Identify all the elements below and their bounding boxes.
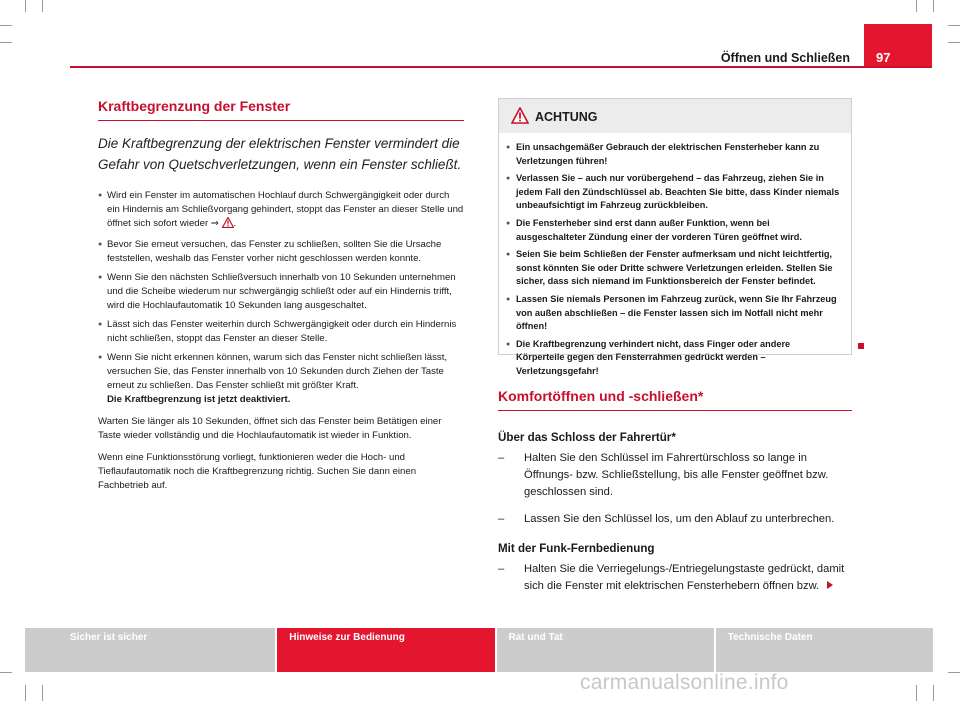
paragraph: Wenn eine Funktionsstörung vorliegt, funktionieren weder die Hoch- und Tieflaufautomatik noch die Kraftbegrenzung richtig. Suchen Sie dann einen Fachbetrieb auf. (98, 452, 417, 491)
footer-nav (25, 628, 933, 672)
warning-list (499, 133, 851, 379)
list-item: ● Lässt sich das Fenster weiterhin durch Schwergängigkeit oder durch ein Hindernis nicht schließen, stoppt das Fenster an dieser Stelle. (98, 318, 464, 346)
list-item: ● Wenn Sie den nächsten Schließversuch innerhalb von 10 Sekunden unternehmen und die Scheibe wiederum nur schwergängig schließt oder auf ein Hindernis trifft, wird die Hochlaufautomatik 10 Sekunden lang ausgeschaltet. (98, 271, 464, 313)
subheading: Über das Schloss der Fahrertür* (498, 431, 676, 444)
list-item: – Halten Sie den Schlüssel im Fahrertürschloss so lange in Öffnungs- bzw. Schließstellung, bis alle Fenster geöffnet bzw. geschlossen sind. (498, 450, 852, 501)
section-title: Komfortöffnen und -schließen* (498, 388, 852, 411)
crop-mark (916, 685, 917, 701)
footer-tab-bedienung[interactable]: Hinweise zur Bedienung (275, 628, 494, 672)
crop-mark (0, 42, 12, 43)
section-title: Kraftbegrenzung der Fenster (98, 98, 464, 121)
list-item: ● Bevor Sie erneut versuchen, das Fenster zu schließen, sollten Sie die Ursache feststellen, weshalb das Fenster vorher nicht geschlossen werden konnte. (98, 238, 464, 266)
watermark: carmanualsonline.info (580, 671, 789, 694)
list-item: ● Seien Sie beim Schließen der Fenster aufmerksam und nicht leichtfertig, sonst könnten Sie oder Dritte schwere Verletzungen erleiden. Stellen Sie sicher, dass sich niemand im Funktionsbereich der Fenster befindet. (506, 248, 841, 289)
warning-title: ACHTUNG (535, 110, 598, 124)
crop-mark (42, 685, 43, 701)
footer-tab-sicher[interactable]: Sicher ist sicher (25, 628, 275, 672)
warning-box (498, 98, 852, 376)
crop-mark (25, 685, 26, 701)
list-item: ● Verlassen Sie – auch nur vorübergehend – das Fahrzeug, ziehen Sie in jedem Fall den Zündschlüssel ab. Beachten Sie bitte, dass Kinder niemals unbeaufsichtigt im Fahrzeug zurückbleiben. (506, 172, 841, 213)
page-number: 97 (864, 24, 932, 68)
warning-header (499, 99, 851, 133)
dash-list (498, 450, 852, 528)
list-item: – Lassen Sie den Schlüssel los, um den Ablauf zu unterbrechen. (498, 511, 852, 528)
footer-tab-rat[interactable]: Rat und Tat (495, 628, 714, 672)
list-item: ● Die Fensterheber sind erst dann außer Funktion, wenn bei ausgeschalteter Zündung einer der vorderen Türen geöffnet wird. (506, 217, 841, 244)
crop-mark (25, 0, 26, 12)
paragraph: Warten Sie länger als 10 Sekunden, öffnet sich das Fenster beim Betätigen einer Taste wieder vollständig und die Hochlaufautomatik ist wieder in Funktion. (98, 416, 442, 441)
warning-triangle-icon (511, 107, 529, 129)
footer-tab-technik[interactable]: Technische Daten (714, 628, 933, 672)
list-item: – Halten Sie die Verriegelungs-/Entriegelungstaste gedrückt, damit sich die Fenster mit elektrischen Fensterhebern öffnen bzw. (498, 561, 852, 595)
list-item: ● Lassen Sie niemals Personen im Fahrzeug zurück, wenn Sie Ihr Fahrzeug von außen abschließen – die Fenster lassen sich im Notfall nicht mehr öffnen! (506, 293, 841, 334)
subheading: Mit der Funk-Fernbedienung (498, 542, 655, 555)
crop-mark (933, 0, 934, 12)
crop-mark (0, 25, 12, 26)
warning-triangle-icon[interactable] (222, 217, 234, 233)
crop-mark (948, 672, 960, 673)
list-item: ● Ein unsachgemäßer Gebrauch der elektrischen Fensterheber kann zu Verletzungen führen! (506, 141, 841, 168)
crop-mark (933, 685, 934, 701)
continue-arrow-icon[interactable] (827, 581, 833, 589)
list-item: ● Die Kraftbegrenzung verhindert nicht, dass Finger oder andere Körperteile gegen den Fensterrahmen gedrückt werden – Verletzungsgefahr! (506, 338, 841, 379)
crop-mark (916, 0, 917, 12)
crop-mark (42, 0, 43, 12)
crop-mark (948, 25, 960, 26)
right-column (498, 388, 852, 595)
list-item: ● Wenn Sie nicht erkennen können, warum sich das Fenster nicht schließen lässt, versuchen Sie, das Fenster innerhalb von 10 Sekunden durch Ziehen der Taste erneut zu schließen. Das Fenster schließt mit größter Kraft. Die Kraftbegrenzung ist jetzt deaktiviert. (98, 351, 464, 407)
crop-mark (0, 672, 12, 673)
dash-list (498, 561, 852, 595)
section-end-marker (858, 343, 864, 349)
section-intro: Die Kraftbegrenzung der elektrischen Fenster vermindert die Gefahr von Quetschverletzungen, wenn ein Fenster schließt. (98, 136, 462, 172)
header-rule (70, 66, 932, 68)
bullet-list (98, 189, 464, 407)
list-item: ● Wird ein Fenster im automatischen Hochlauf durch Schwergängigkeit oder durch ein Hindernis am Schließvorgang gehindert, stoppt das Fenster an dieser Stelle und öffnet sich sofort wieder ⇒ . (98, 189, 464, 233)
page-header-title: Öffnen und Schließen (720, 51, 850, 65)
bold-note: Die Kraftbegrenzung ist jetzt deaktiviert. (107, 394, 291, 405)
left-column (98, 98, 464, 493)
crop-mark (948, 42, 960, 43)
